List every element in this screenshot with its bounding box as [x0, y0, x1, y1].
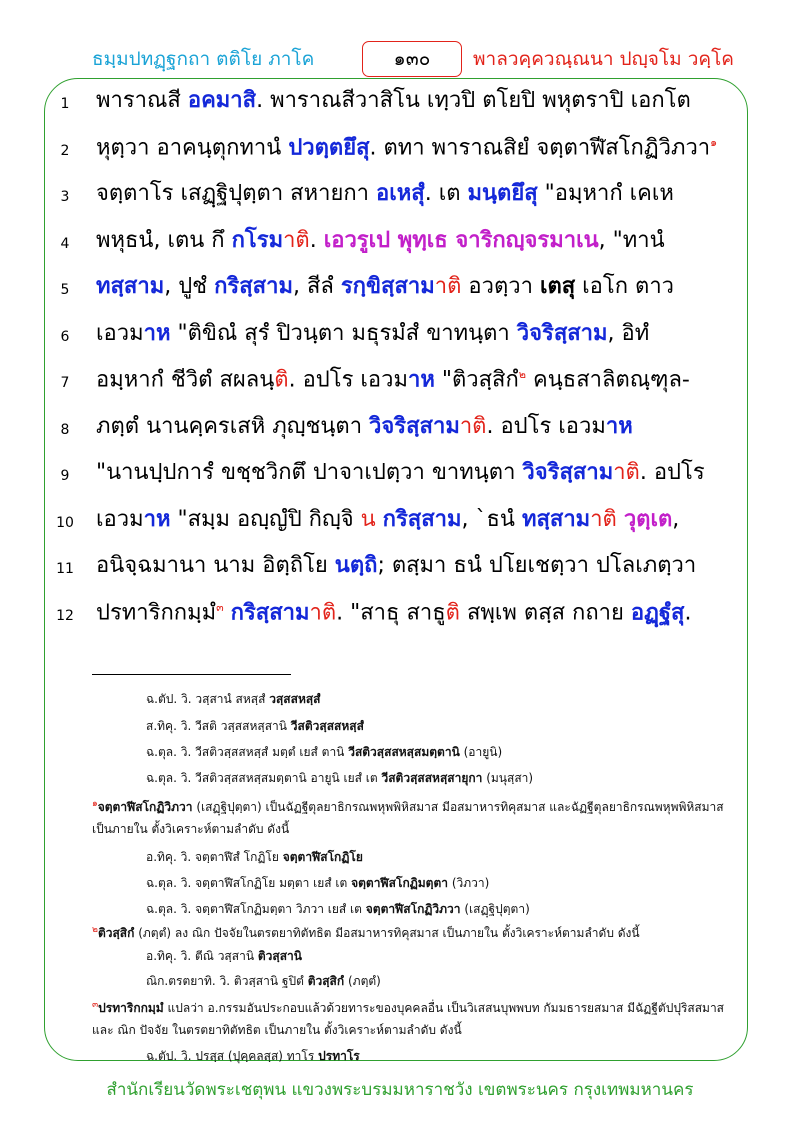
text-segment: คนฺธสาลิตณฺฑุล-: [526, 367, 690, 393]
text-segment: "สมฺม อญฺญํปิ กิญฺจิ: [170, 507, 361, 532]
footnote-line: [146, 972, 381, 991]
text-segment: อคมาสิ: [187, 88, 257, 113]
footnote-segment: ส.ทิคุ. วิ. วีสติ วสฺสสหสฺสานิ: [146, 719, 291, 733]
text-segment: "อมฺหากํ เคเห: [537, 181, 674, 206]
footnote-segment: วีสติวสฺสสหสฺสํ: [290, 719, 364, 733]
footnote-segment: ฉ.ตุล. วิ. จตฺตาฬีสโกฏิโย มตฺตา เยสํ เต: [146, 876, 352, 890]
line-number: 5: [60, 282, 70, 298]
text-segment: วิจริสฺสาม: [369, 414, 460, 439]
footnote-segment: (เสฏฺฐิปุตฺตา): [460, 902, 530, 916]
footnote-segment: (วิภวา): [448, 876, 490, 890]
text-line: [96, 276, 736, 298]
footnote-segment: (ภตฺตํ): [344, 974, 381, 988]
text-segment: กริสฺสาม: [230, 600, 310, 626]
footnote-segment: จตฺตาฬีสโกฏิวิภวา: [97, 800, 193, 814]
text-segment: .: [309, 228, 324, 253]
text-segment: าห: [143, 507, 171, 532]
text-segment: [617, 507, 624, 532]
footnote-line: [146, 874, 489, 893]
line-number: 12: [56, 608, 74, 624]
footnote-line: [146, 1047, 360, 1066]
text-segment: พหุธนํ, เตน กึ: [96, 228, 232, 253]
text-segment: าติ: [434, 274, 462, 299]
text-line: [96, 602, 736, 624]
text-segment: กริสฺสาม: [382, 507, 462, 532]
footnote-segment: (ภตฺตํ) ลง ณิก ปัจจัยในตรตยาทิตัทธิต มีอสมาหารทิคุสมาส เป็นภายใน ตั้งวิเคราะห์ตามลำดับ ดังนี้: [134, 926, 640, 940]
text-segment: "ติวสฺสิกํ: [434, 367, 519, 393]
footnote-marker: ๒: [92, 925, 98, 935]
footnote-line: [92, 820, 289, 839]
line-number: 1: [60, 96, 70, 112]
footnote-segment: อ.ทิคุ. วิ. จตฺตาฬีสํ โกฏิโย: [146, 850, 283, 864]
footnote-segment: วสฺสสหสฺสํ: [269, 692, 321, 706]
text-line: [96, 509, 736, 531]
text-segment: ติ: [274, 367, 289, 393]
footnote-segment: วีสติวสฺสสหสฺสมตฺตานิ: [348, 745, 460, 759]
line-number: 2: [60, 143, 70, 159]
text-segment: าติ: [309, 600, 337, 626]
footnote-segment: และ ณิก ปัจจัย ในตรตยาทิตัทธิต เป็นภายใน ตั้งวิเคราะห์ตามลำดับ ดังนี้: [92, 1023, 462, 1037]
text-segment: ภตฺตํ นานคฺครเสหิ ภุญฺชนฺตา: [96, 414, 370, 439]
footnote-segment: ฉ.ตุล. วิ. วีสติวสฺสสหสฺสมตฺตานิ อายูนิ เยสํ เต: [146, 771, 382, 785]
text-segment: อฏฺฐํสุ: [630, 600, 685, 626]
footnote-segment: แปลว่า อ.กรรมอันประกอบแล้วด้วยทาระของบุคคลอื่น เป็นวิเสสนบุพพบท กัมมธารยสมาส มีฉัฏฐีตัปปุริสสมาส: [163, 1001, 725, 1015]
line-number: 3: [60, 189, 70, 205]
line-number: 7: [60, 375, 70, 391]
text-segment: , ปูชํ: [164, 274, 215, 299]
text-segment: นตฺถิ: [334, 553, 378, 578]
line-number: 9: [60, 468, 70, 484]
text-segment: ปรทาริกกมฺมํ: [96, 600, 217, 626]
text-segment: าห: [407, 367, 435, 393]
footnote-segment: ฉ.ตัป. วิ. วสฺสานํ สหสฺสํ: [146, 692, 270, 706]
footnote-line: [146, 848, 363, 867]
text-segment: กโรม: [231, 228, 284, 253]
text-segment: เอวม: [96, 507, 144, 532]
footnote-line: [92, 796, 724, 817]
text-segment: กริสฺสาม: [214, 274, 293, 299]
text-line: [96, 90, 736, 112]
text-segment: เอโก ตาว: [575, 274, 675, 299]
text-segment: , "ทานํ: [598, 228, 665, 253]
footnote-line: [146, 743, 502, 762]
text-segment: วิจริสฺสาม: [522, 460, 614, 485]
footnote-line: [92, 922, 640, 943]
footnote-line: [92, 997, 724, 1018]
text-segment: มนฺตยึสุ: [467, 181, 538, 206]
line-number: 8: [60, 422, 70, 438]
footnote-marker: ๒: [518, 368, 527, 381]
footnote-segment: เป็นภายใน ตั้งวิเคราะห์ตามลำดับ ดังนี้: [92, 822, 290, 836]
footnote-line: [146, 947, 302, 966]
text-segment: รกฺขิสฺสาม: [340, 274, 435, 299]
footer-institution: สำนักเรียนวัดพระเชตุพน แขวงพระบรมมหาราชวัง เขตพระนคร กรุงเทพมหานคร: [106, 1080, 694, 1100]
footnote-segment: จตฺตาฬีสโกฏิมตฺตา: [351, 876, 448, 890]
footnote-rule: [92, 674, 291, 675]
text-segment: สพฺเพ ตสฺส กถาย: [459, 600, 631, 626]
footnote-segment: จตฺตาฬีสโกฏิโย: [282, 850, 363, 864]
text-line: [96, 230, 736, 252]
text-line: [96, 323, 736, 345]
text-segment: [376, 507, 383, 532]
text-segment: าห: [605, 414, 633, 439]
footnote-line: [146, 769, 533, 788]
text-segment: พาราณสี: [96, 88, 188, 113]
text-segment: าห: [143, 321, 171, 346]
text-segment: าติ: [459, 414, 487, 439]
text-segment: ; ตสฺมา ธนํ ปโยเชตฺวา ปโลเภตฺวา: [377, 553, 697, 578]
header-right-title: พาลวคฺควณฺณนา ปญฺจโม วคฺโค: [473, 48, 734, 70]
footnote-segment: ปรทาโร: [318, 1049, 360, 1063]
text-line: [96, 369, 736, 391]
text-segment: วุตฺเต: [623, 507, 673, 532]
text-segment: อเหสุํ: [376, 181, 425, 206]
text-segment: เตสุ: [539, 274, 576, 299]
text-segment: . พาราณสีวาสิโน เทฺวปิ ตโยปิ พหุตราปิ เอกโต: [256, 88, 691, 113]
footnote-segment: ติวสฺสิกํ: [307, 974, 345, 988]
text-segment: . "สาธุ สาธู: [336, 600, 446, 626]
text-segment: วิจริสฺสาม: [516, 321, 608, 346]
footnote-segment: จตฺตาฬีสโกฏิวิภวา: [365, 902, 461, 916]
text-segment: ทสฺสาม: [521, 507, 591, 532]
text-segment: . เต: [424, 181, 468, 206]
footnote-line: [146, 717, 364, 736]
line-number: 11: [56, 561, 74, 577]
line-number: 10: [56, 515, 74, 531]
text-segment: . อปโร เอวม: [288, 367, 408, 393]
text-segment: ,: [672, 507, 680, 532]
text-segment: น: [360, 507, 376, 532]
text-segment: อมฺหากํ ชีวิตํ สผลนฺ: [96, 367, 275, 393]
footnote-segment: ณิก.ตรตยาทิ. วิ. ติวสฺสานิ ฐปิตํ: [146, 974, 308, 988]
text-segment: จตฺตาโร เสฏฺฐิปุตฺตา สหายกา: [96, 181, 377, 206]
text-segment: ทสฺสาม: [96, 274, 165, 299]
footnote-segment: ติวสฺสานิ: [257, 949, 302, 963]
footnote-segment: ฉ.ตุล. วิ. วีสติวสฺสสหสฺสํ มตฺตํ เยสํ ตานิ: [146, 745, 349, 759]
text-segment: "นานปฺปการํ ขชฺชวิกตึ ปาจาเปตฺวา ขาทนฺตา: [96, 460, 523, 485]
footnote-line: [146, 900, 530, 919]
text-segment: , `ธนํ: [461, 507, 522, 532]
footnote-segment: (เสฏฺฐิปุตฺตา) เป็นฉัฏฐีตุลยาธิกรณพหุพพิหิสมาส มีอสมาหารทิคุสมาส และฉัฏฐีตุลยาธิกรณพหุพพิหิสมาส: [192, 800, 724, 814]
footnote-marker: ๓: [216, 601, 224, 614]
text-segment: , อิทํ: [607, 321, 650, 346]
text-segment: เอวม: [96, 321, 144, 346]
header-left-title: ธมฺมปทฏฺฐกถา ตติโย ภาโค: [92, 48, 315, 70]
line-number: 6: [60, 329, 70, 345]
text-segment: หุตฺวา อาคนฺตุกทานํ: [96, 135, 289, 161]
page-number-box: ๑๓๐: [362, 41, 462, 77]
text-segment: าติ: [613, 460, 640, 485]
footnote-line: [92, 1021, 462, 1040]
footnote-marker: ๑: [710, 136, 718, 149]
text-segment: . อปโร เอวม: [486, 414, 606, 439]
text-line: [96, 137, 736, 159]
footnote-segment: วีสติวสฺสสหสฺสายุกา: [381, 771, 483, 785]
text-line: [96, 416, 736, 438]
footnote-line: [146, 690, 321, 709]
footnote-segment: (มนุสฺสา): [482, 771, 534, 785]
footnote-segment: ปรทาริกกมฺมํ: [98, 1001, 164, 1015]
footnote-segment: ฉ.ตุล. วิ. จตฺตาฬีสโกฏิมตฺตา วิภวา เยสํ เต: [146, 902, 366, 916]
text-segment: อนิจฺฉมานา นาม อิตฺถิโย: [96, 553, 335, 578]
text-line: [96, 555, 736, 577]
text-segment: าติ: [283, 228, 310, 253]
text-segment: "ติขิณํ สุรํ ปิวนฺตา มธุรมํสํ ขาทนฺตา: [170, 321, 517, 346]
footnote-segment: อ.ทิคุ. วิ. ตีณิ วสฺสานิ: [146, 949, 258, 963]
text-segment: .: [684, 600, 692, 626]
text-segment: . ตทา พาราณสิยํ จตฺตาฬีสโกฏิวิภวา: [369, 135, 711, 161]
footnote-marker: ๓: [92, 1000, 99, 1010]
text-segment: อวตฺวา: [461, 274, 540, 299]
text-segment: เอวรูเป พุทฺเธ จาริกญฺจรมาเน: [323, 228, 599, 253]
text-segment: . อปโร: [639, 460, 705, 485]
text-segment: ปวตฺตยึสุ: [288, 135, 370, 161]
footnote-marker: ๑: [92, 799, 98, 809]
line-number: 4: [60, 236, 70, 252]
text-segment: , สีลํ: [292, 274, 341, 299]
footnote-segment: ฉ.ตัป. วิ. ปรสฺส (ปุคฺคลสฺส) ทาโร: [146, 1049, 319, 1063]
text-line: [96, 183, 736, 205]
text-segment: ติ: [445, 600, 460, 626]
text-segment: [224, 600, 231, 625]
footnote-segment: ติวสฺสิกํ: [97, 926, 135, 940]
text-line: [96, 462, 736, 484]
footnote-segment: (อายูนิ): [459, 745, 503, 759]
text-segment: าติ: [590, 507, 617, 532]
